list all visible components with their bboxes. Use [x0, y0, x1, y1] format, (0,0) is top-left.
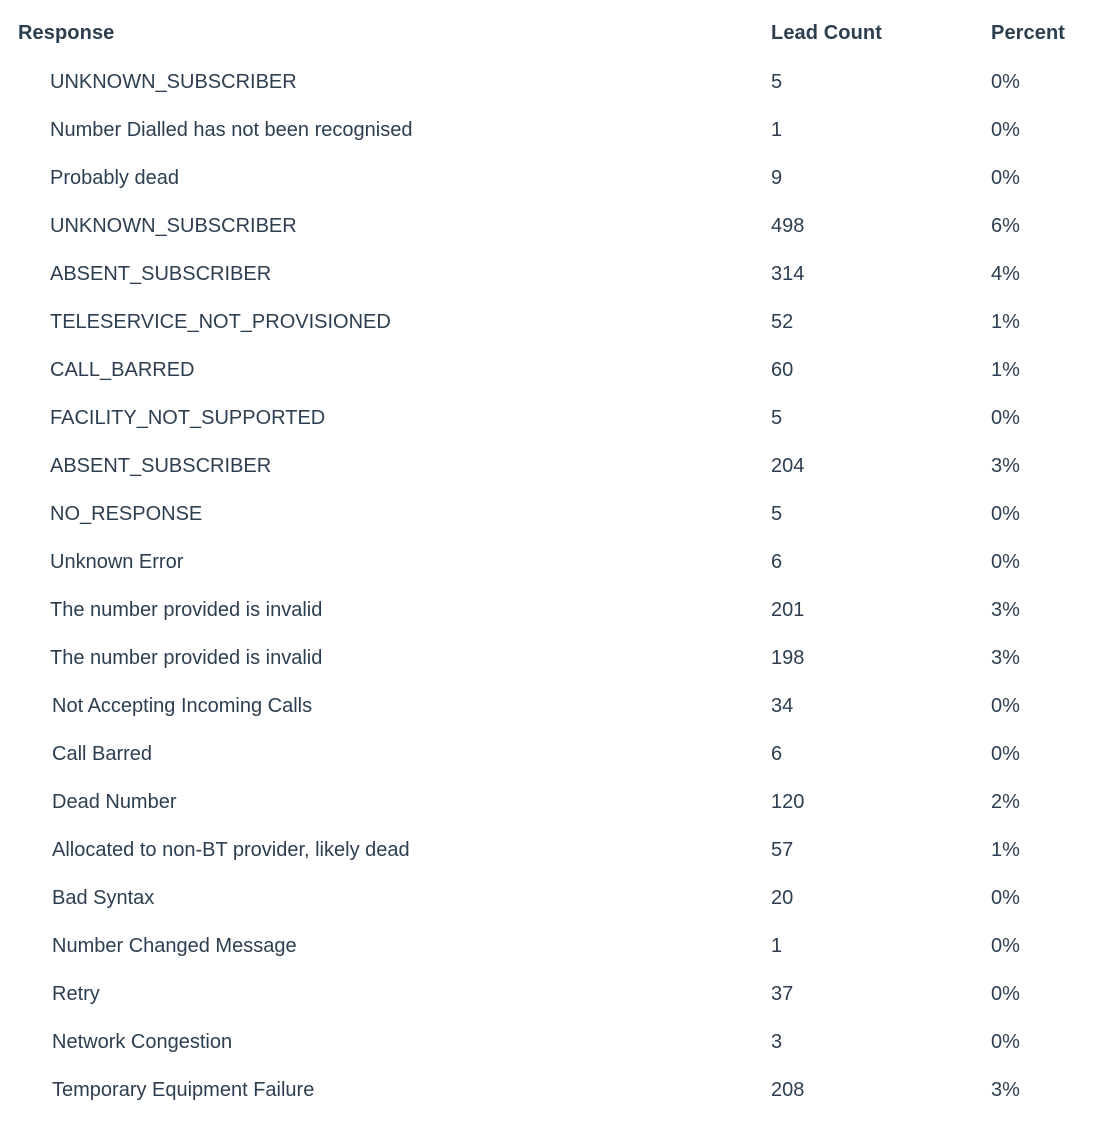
response-cell: The number provided is invalid	[50, 647, 323, 669]
percent-cell: 1%	[991, 839, 1020, 861]
table-row	[0, 490, 1118, 538]
percent-cell: 0%	[991, 935, 1020, 957]
percent-cell: 0%	[991, 1031, 1020, 1053]
lead-count-cell: 198	[771, 647, 805, 669]
table-row	[0, 202, 1118, 250]
lead-count-cell: 6	[771, 551, 783, 573]
table-row	[0, 970, 1118, 1018]
table-row	[0, 154, 1118, 202]
table-row	[0, 106, 1118, 154]
column-header-percent[interactable]: Percent	[991, 22, 1066, 44]
lead-count-cell: 57	[771, 839, 794, 861]
response-cell: Bad Syntax	[52, 887, 155, 909]
table-row	[0, 634, 1118, 682]
lead-count-cell: 37	[771, 983, 794, 1005]
table-row	[0, 586, 1118, 634]
percent-cell: 4%	[991, 263, 1020, 285]
percent-cell: 0%	[991, 71, 1020, 93]
percent-cell: 0%	[991, 503, 1020, 525]
percent-cell: 1%	[991, 359, 1020, 381]
lead-count-cell: 201	[771, 599, 805, 621]
response-cell: FACILITY_NOT_SUPPORTED	[50, 407, 326, 429]
percent-cell: 0%	[991, 983, 1020, 1005]
percent-cell: 0%	[991, 167, 1020, 189]
table-row	[0, 538, 1118, 586]
response-cell: UNKNOWN_SUBSCRIBER	[50, 71, 297, 93]
lead-count-cell: 9	[771, 167, 783, 189]
table-row	[0, 58, 1118, 106]
table-header	[0, 12, 1118, 56]
response-cell: Retry	[52, 983, 100, 1005]
response-cell: Not Accepting Incoming Calls	[52, 695, 313, 717]
lead-count-cell: 208	[771, 1079, 805, 1101]
response-cell: Probably dead	[50, 167, 179, 189]
lead-count-cell: 1	[771, 119, 783, 141]
percent-cell: 3%	[991, 599, 1020, 621]
percent-cell: 3%	[991, 1079, 1020, 1101]
response-cell: CALL_BARRED	[50, 359, 195, 381]
lead-count-cell: 3	[771, 1031, 783, 1053]
table-row	[0, 826, 1118, 874]
percent-cell: 0%	[991, 119, 1020, 141]
response-cell: Temporary Equipment Failure	[52, 1079, 315, 1101]
response-cell: NO_RESPONSE	[50, 503, 203, 525]
percent-cell: 6%	[991, 215, 1020, 237]
percent-cell: 3%	[991, 647, 1020, 669]
column-header-response[interactable]: Response	[18, 22, 115, 44]
response-cell: TELESERVICE_NOT_PROVISIONED	[50, 311, 391, 333]
percent-cell: 0%	[991, 407, 1020, 429]
percent-cell: 2%	[991, 791, 1020, 813]
lead-count-cell: 314	[771, 263, 805, 285]
lead-count-cell: 52	[771, 311, 794, 333]
lead-count-cell: 120	[771, 791, 805, 813]
percent-cell: 0%	[991, 695, 1020, 717]
column-header-lead-count[interactable]: Lead Count	[771, 22, 882, 44]
response-cell: The number provided is invalid	[50, 599, 323, 621]
percent-cell: 0%	[991, 743, 1020, 765]
table-row	[0, 442, 1118, 490]
response-cell: Call Barred	[52, 743, 153, 765]
percent-cell: 0%	[991, 551, 1020, 573]
response-cell: UNKNOWN_SUBSCRIBER	[50, 215, 297, 237]
response-cell: Unknown Error	[50, 551, 184, 573]
response-cell: Network Congestion	[52, 1031, 233, 1053]
table-row	[0, 1018, 1118, 1066]
lead-count-cell: 6	[771, 743, 783, 765]
percent-cell: 1%	[991, 311, 1020, 333]
percent-cell: 3%	[991, 455, 1020, 477]
table-row	[0, 298, 1118, 346]
table-row	[0, 730, 1118, 778]
table-row	[0, 778, 1118, 826]
table-row	[0, 250, 1118, 298]
table-row	[0, 346, 1118, 394]
response-cell: Number Dialled has not been recognised	[50, 119, 413, 141]
response-cell: ABSENT_SUBSCRIBER	[50, 263, 272, 285]
lead-count-cell: 204	[771, 455, 805, 477]
table-row	[0, 1066, 1118, 1114]
lead-count-cell: 60	[771, 359, 794, 381]
lead-count-cell: 5	[771, 71, 783, 93]
response-cell: Allocated to non-BT provider, likely dead	[52, 839, 410, 861]
lead-count-cell: 498	[771, 215, 805, 237]
response-cell: Dead Number	[52, 791, 177, 813]
table-row	[0, 682, 1118, 730]
table-row	[0, 922, 1118, 970]
lead-count-cell: 5	[771, 503, 783, 525]
table-row	[0, 394, 1118, 442]
table-body	[0, 58, 1118, 1114]
lead-count-cell: 20	[771, 887, 794, 909]
lead-count-cell: 34	[771, 695, 794, 717]
lead-count-cell: 5	[771, 407, 783, 429]
percent-cell: 0%	[991, 887, 1020, 909]
table-row	[0, 874, 1118, 922]
lead-count-cell: 1	[771, 935, 783, 957]
response-cell: ABSENT_SUBSCRIBER	[50, 455, 272, 477]
response-cell: Number Changed Message	[52, 935, 297, 957]
